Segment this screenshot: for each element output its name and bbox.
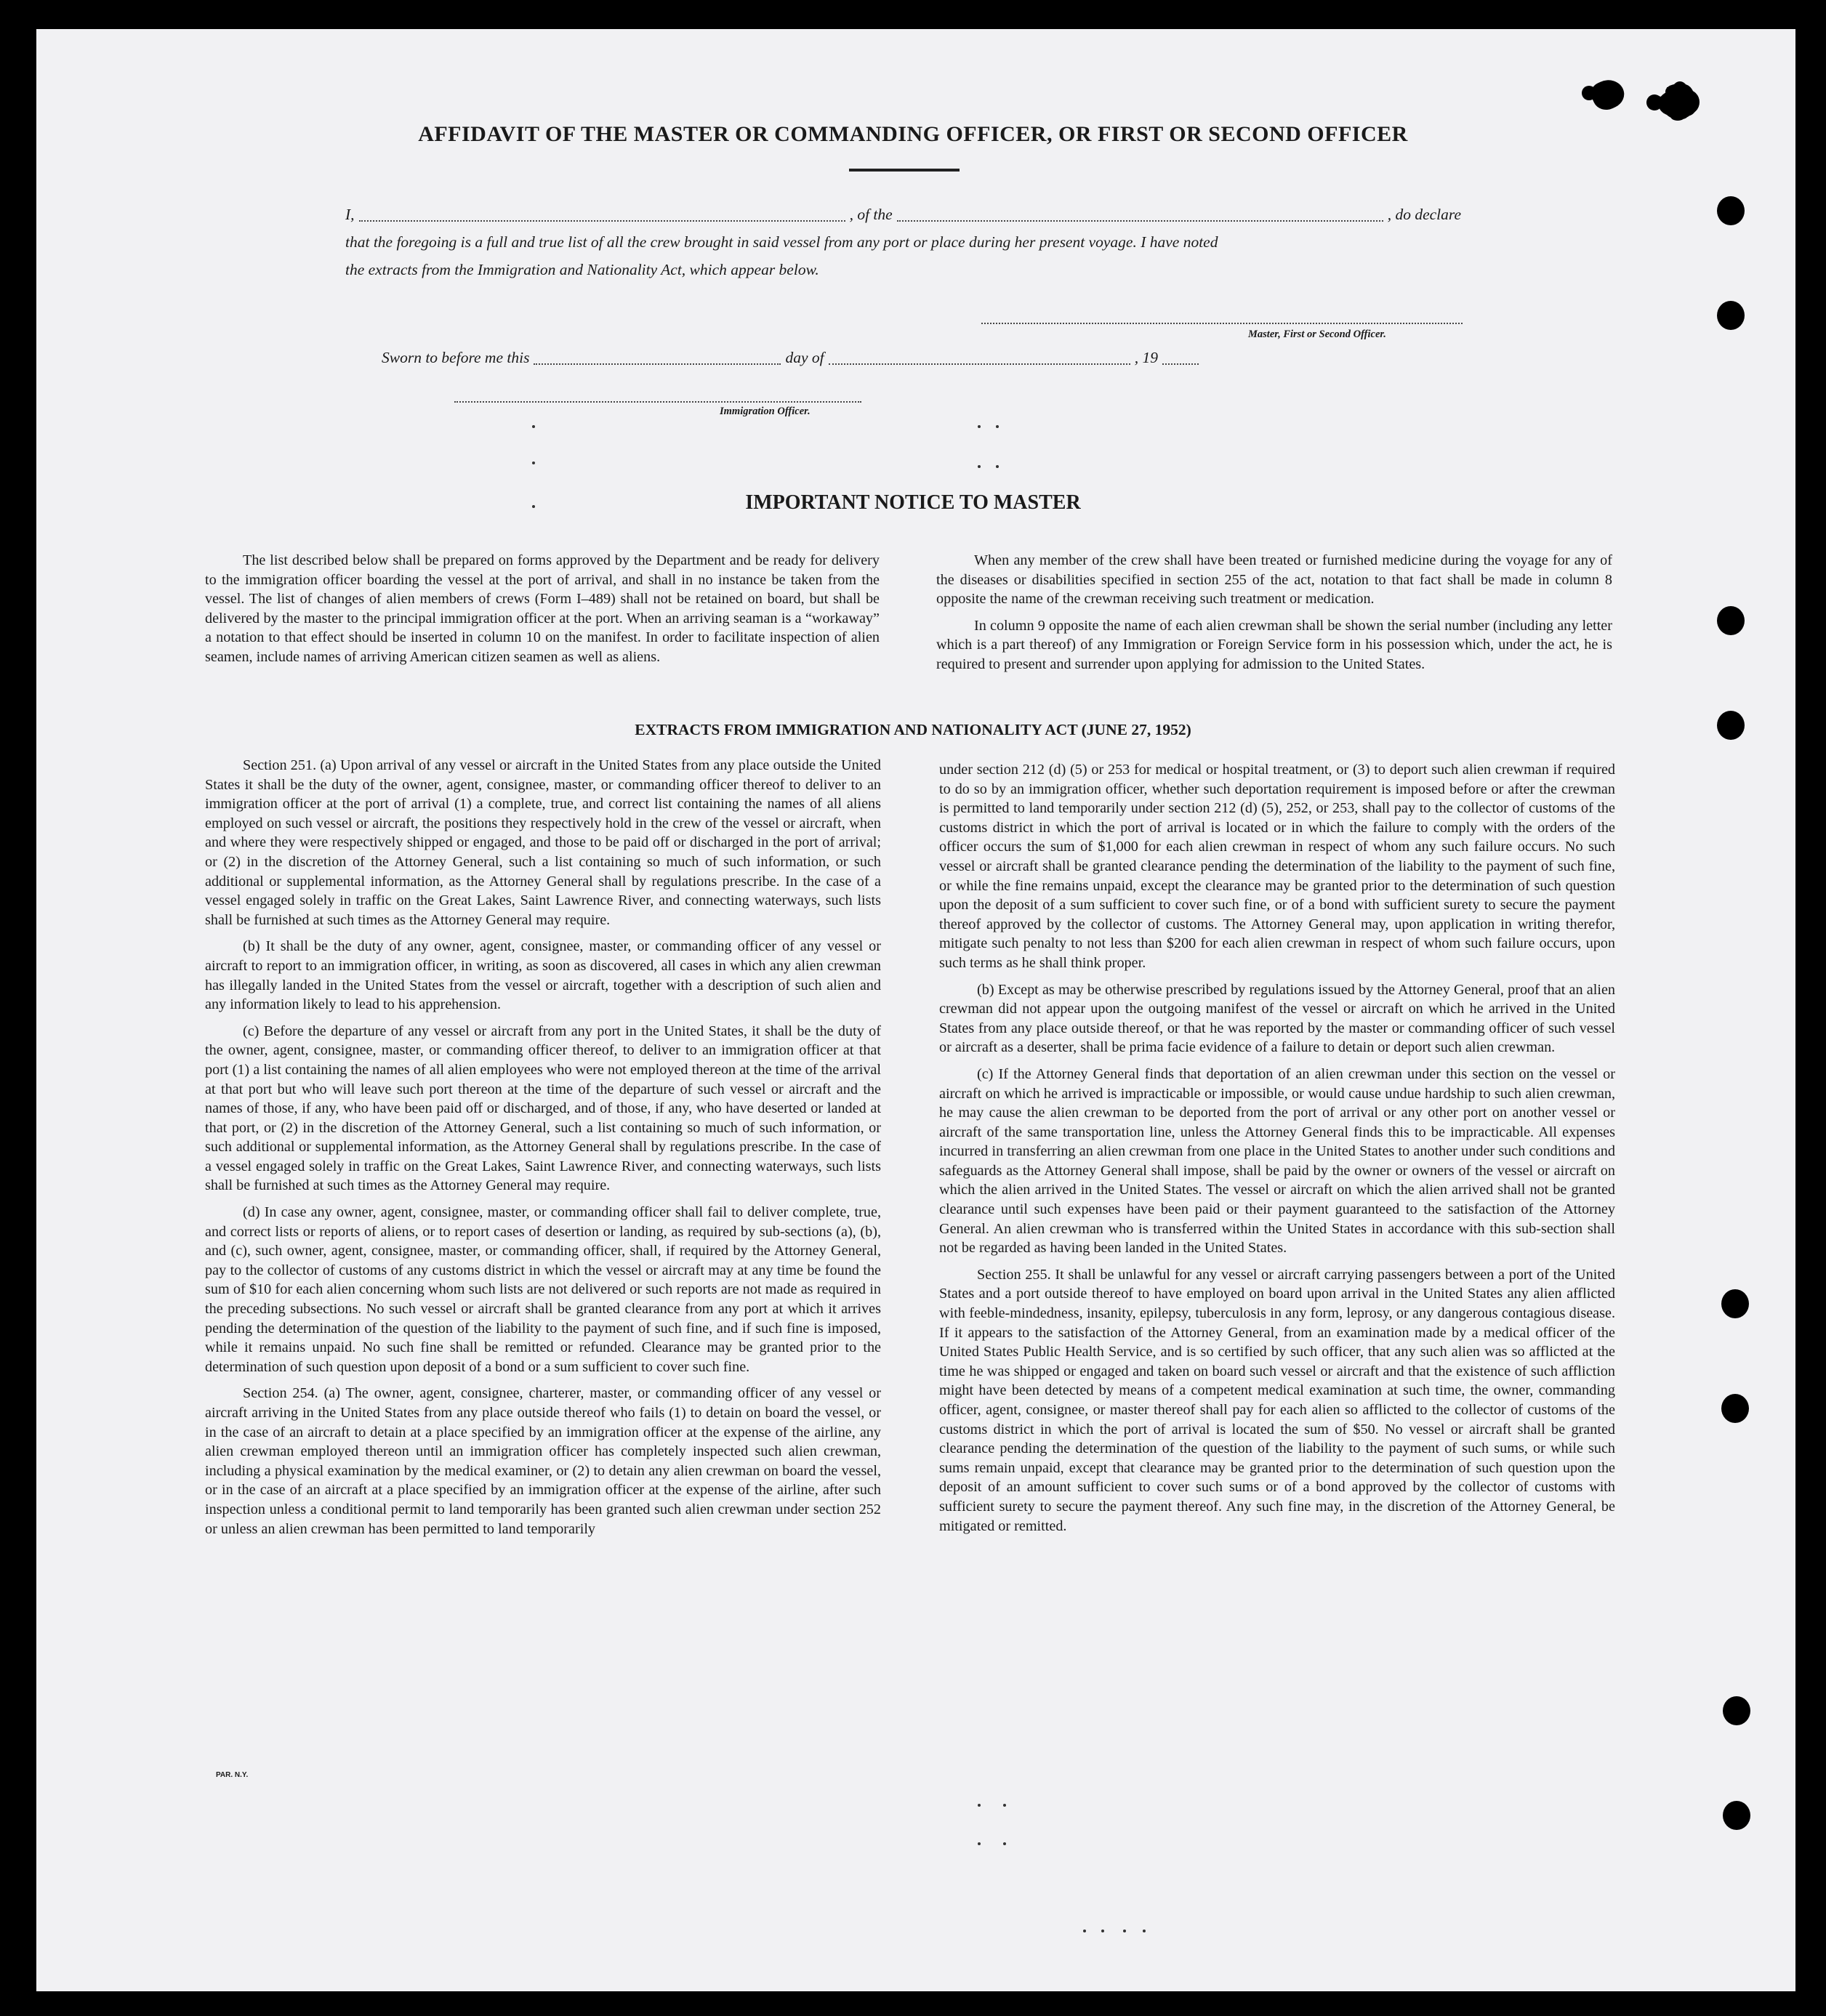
punch-hole: [1717, 606, 1745, 635]
declaration-line-3: [345, 256, 1461, 283]
declaration-of-the: , of the: [849, 206, 893, 223]
extracts-left-column: [205, 756, 881, 1546]
stray-dot: [978, 1842, 981, 1845]
declaration-do-declare: , do declare: [1387, 206, 1461, 223]
declaration-i: I,: [345, 206, 355, 223]
year-field[interactable]: [1162, 363, 1199, 365]
punch-hole: [1721, 1289, 1749, 1318]
master-caption: Master, First or Second Officer.: [1248, 328, 1386, 340]
notice-paragraph: When any member of the crew shall have been treated or furnished medicine during the voyage for any of the diseases or disabilities specified in section 255 of the act, notation to that fact shall be made in column 8 opposite the name of the crewman receiving such treatment or medication.: [936, 552, 1612, 608]
declaration: [345, 201, 1461, 283]
stray-dot: [1083, 1930, 1086, 1932]
stray-dot: [978, 1804, 981, 1807]
punch-hole: [1723, 1801, 1750, 1830]
stray-dot: [532, 425, 535, 428]
master-signature-line[interactable]: [981, 323, 1463, 324]
statute-paragraph: (b) Except as may be otherwise prescribed by regulations issued by the Attorney General, proof that an alien crewman did not appear upon the outgoing manifest of the vessel or aircraft on which he arrived in the United States from any place outside thereof, or that he was reported by the master or commanding officer of such vessel or aircraft as a deserter, shall be prima facie evidence of a failure to detain or deport such alien crewman.: [939, 981, 1615, 1056]
printer-mark: PAR. N.Y.: [216, 1771, 249, 1779]
stray-dot: [1101, 1930, 1104, 1932]
statute-paragraph: under section 212 (d) (5) or 253 for medical or hospital treatment, or (3) to deport such alien crewman if required to do so by an immigration officer, whether such deportation requirement is imposed before or after the crewman is permitted to land temporarily under section 212 (d) (5), 252, or 253, shall pay to the collector of customs of the customs district in which the port of arrival is located or in which the failure to comply with the orders of the officer occurs the sum of $1,000 for each alien crewman in respect of whom any such failure occurs. No such vessel or aircraft shall be granted clearance pending the determination of the liability to the payment of such fine, or while the fine remains unpaid, except the clearance may be granted prior to the determination of such question upon the deposit of a sum sufficient to cover such fine, or of a bond with sufficient surety to secure the payment thereof approved by the collector of customs. The Attorney General may, upon application in writing therefor, mitigate such penalty to not less than $200 for each alien crewman in respect of whom such failure occurs, upon such terms as he shall think proper.: [939, 762, 1615, 971]
stray-dot: [1143, 1930, 1146, 1932]
month-field[interactable]: [829, 363, 1130, 365]
declaration-line-2: [345, 228, 1461, 256]
title-rule: [849, 169, 960, 172]
notice-paragraph: In column 9 opposite the name of each alien crewman shall be shown the serial number (including any letter which is a part thereof) of any Immigration or Foreign Service form in his possession which, under the act, he is required to present and surrender upon applying for admission to the United States.: [936, 617, 1612, 672]
punch-hole: [1721, 1394, 1749, 1423]
sworn-to-label: Sworn to before me this: [382, 349, 530, 366]
extracts-right-column: [939, 760, 1615, 1543]
punch-hole: [1717, 301, 1745, 330]
statute-paragraph: (d) In case any owner, agent, consignee, master, or commanding officer shall fail to deliver complete, true, and correct lists or reports of aliens, or to report cases of desertion or landing, as required by sub-sections (a), (b), and (c), such owner, agent, consignee, master, or commanding officer, shall, if required by the Attorney General, pay to the collector of customs of any customs district in which the vessel or aircraft may at any time be found the sum of $10 for each alien concerning whom such lists are not delivered or such reports are not made as required in the preceding subsections. No such vessel or aircraft shall be granted clearance from any port at which it arrives pending the determination of the question of the liability to the payment of such fine, and if such fine is imposed, while it remains unpaid. No such fine shall be remitted or refunded. Clearance may be granted prior to the determination of such question upon deposit of a bond or a sum sufficient to cover such fine.: [205, 1204, 881, 1375]
name-field[interactable]: [359, 220, 845, 222]
vessel-field[interactable]: [897, 220, 1383, 222]
stray-dot: [1123, 1930, 1126, 1932]
declaration-text: that the foregoing is a full and true list of all the crew brought in said vessel from any port or place during her present voyage. I have noted: [345, 233, 1218, 251]
notice-heading: IMPORTANT NOTICE TO MASTER: [745, 491, 1081, 514]
notice-paragraph: The list described below shall be prepared on forms approved by the Department and be ready for delivery to the immigration officer boarding the vessel at the port of arrival, and shall in no instance be taken from the vessel. The list of changes of alien members of crews (Form I–489) shall not be retained on board, but shall be delivered by the master to the principal immigration officer at the port. When an arriving seaman is a “workaway” a notation to that effect should be inserted in column 10 on the manifest. In order to facilitate inspection of alien seamen, include names of arriving American citizen seamen as well as aliens.: [205, 552, 880, 665]
statute-paragraph: (c) Before the departure of any vessel or aircraft from any port in the United States, it shall be the duty of the owner, agent, consignee, master, or commanding officer thereof, to deliver to an immigration officer at that port (1) a list containing the names of all alien employees who were not employed thereon at the time of the arrival at that port but who will leave such port thereon at the time of the departure of such vessel or aircraft and the names of those, if any, who have been paid off or discharged, and of those, if any, who have deserted or landed at that port, or (2) in the discretion of the Attorney General, such a list containing so much of such information, or such additional or supplemental information, as the Attorney General shall by regulations prescribe. In the case of a vessel engaged solely in traffic on the Great Lakes, Saint Lawrence River, and connecting waterways, such lists shall be furnished at such times as the Attorney General may require.: [205, 1023, 881, 1194]
immigration-signature-line[interactable]: [454, 401, 861, 403]
declaration-text: the extracts from the Immigration and Nationality Act, which appear below.: [345, 261, 819, 278]
punch-hole: [1723, 1696, 1750, 1725]
notice-right-column: [936, 551, 1612, 682]
day-of-label: day of: [785, 349, 824, 366]
stray-dot: [532, 461, 535, 464]
stray-dot: [978, 465, 981, 468]
stray-dot: [1003, 1842, 1006, 1845]
day-field[interactable]: [534, 363, 781, 365]
punch-hole: [1717, 196, 1745, 225]
notice-left-column: [205, 551, 880, 674]
stray-dot: [1003, 1804, 1006, 1807]
statute-paragraph: (c) If the Attorney General finds that deportation of an alien crewman under this section on the vessel or aircraft on which he arrived is impracticable or impossible, or would cause undue hardship to such alien crewman, he may cause the alien crewman to be deported from the port of arrival or any other port on another vessel or aircraft of the same transportation line, unless the Attorney General finds this to be impracticable. All expenses incurred in transferring an alien crewman from one place in the United States to another under such conditions and safeguards as the Attorney General shall impose, shall be paid by the owner or owners of the vessel or aircraft on which the alien arrived in the United States. The vessel or aircraft on which the alien arrived shall not be granted clearance until such expenses have been paid or their payment guaranteed to the satisfaction of the Attorney General. An alien crewman who is transferred within the United States in accordance with this sub-section shall not be regarded as having been landed in the United States.: [939, 1065, 1615, 1257]
stray-dot: [996, 465, 999, 468]
year-label: , 19: [1134, 349, 1158, 366]
statute-paragraph: (b) It shall be the duty of any owner, agent, consignee, master, or commanding officer of any vessel or aircraft to report to an immigration officer, in writing, as soon as discovered, all cases in which any alien crewman has illegally landed in the United States from the vessel or aircraft, together with a description of such alien and any information likely to lead to his apprehension.: [205, 938, 881, 1013]
punch-hole-corner-2: [1669, 92, 1692, 113]
affidavit-title: AFFIDAVIT OF THE MASTER OR COMMANDING OFFICER, OR FIRST OR SECOND OFFICER: [418, 122, 1408, 146]
sworn-line: [382, 344, 1203, 371]
declaration-line-1: [345, 201, 1461, 228]
statute-paragraph: Section 254. (a) The owner, agent, consignee, charterer, master, or commanding officer of any vessel or aircraft arriving in the United States from any place outside thereof who fails (1) to detain on board the vessel, or in the case of an aircraft to detain at a place specified by an immigration officer at the expense of the airline, any alien crewman employed thereon until an immigration officer has completely inspected such alien crewman, including a physical examination by the medical examiner, or (2) to detain any alien crewman on board the vessel, or in the case of an aircraft at a place specified by an immigration officer at the expense of the airline, after such inspection unless a conditional permit to land temporarily has been granted such alien crewman under section 252 or unless an alien crewman has been permitted to land temporarily: [205, 1385, 881, 1537]
statute-paragraph: Section 255. It shall be unlawful for any vessel or aircraft carrying passengers between a port of the United States and a port outside thereof to have employed on board upon arrival in the United States any alien afflicted with feeble-mindedness, insanity, epilepsy, tuberculosis in any form, leprosy, or any dangerous contagious disease. If it appears to the satisfaction of the Attorney General, from an examination made by a medical officer of the United States Public Health Service, and is so certified by such officer, that any such alien was so afflicted at the time he was shipped or engaged and taken on board such vessel or aircraft and that the existence of such affliction might have been detected by means of a competent medical examination at such time, the owner, commanding officer, agent, consignee, or master thereof shall pay for each alien so afflicted to the collector of customs of the customs district in which the port of arrival is located the sum of $50. No vessel or aircraft shall be granted clearance pending the determination of the question of the liability to the payment of such sums, or while such sums remain unpaid, except that clearance may be granted prior to the determination of such question upon the deposit of an amount sufficient to cover such sums or of a bond approved by the collector of customs with sufficient surety to secure the payment thereof. Any such fine may, in the discretion of the Attorney General, be mitigated or remitted.: [939, 1266, 1615, 1534]
extracts-heading: EXTRACTS FROM IMMIGRATION AND NATIONALITY ACT (JUNE 27, 1952): [635, 721, 1191, 738]
stray-dot: [978, 425, 981, 428]
immigration-caption: Immigration Officer.: [720, 406, 811, 417]
statute-paragraph: Section 251. (a) Upon arrival of any vessel or aircraft in the United States from any place outside the United States it shall be the duty of the owner, agent, consignee, master, or commanding officer thereof to deliver to an immigration officer at the port of arrival (1) a complete, true, and correct list containing the names of all aliens employed on such vessel or aircraft, the positions they respectively hold in the crew of the vessel or aircraft, when and where they were respectively shipped or engaged, and those to be paid off or discharged in the port of arrival; or (2) in the discretion of the Attorney General, such a list containing so much of such information, or such additional or supplemental information, as the Attorney General shall by regulations prescribe. In the case of a vessel engaged solely in traffic on the Great Lakes, Saint Lawrence River, and connecting waterways, such lists shall be furnished at such times as the Attorney General may require.: [205, 757, 881, 928]
stray-dot: [996, 425, 999, 428]
